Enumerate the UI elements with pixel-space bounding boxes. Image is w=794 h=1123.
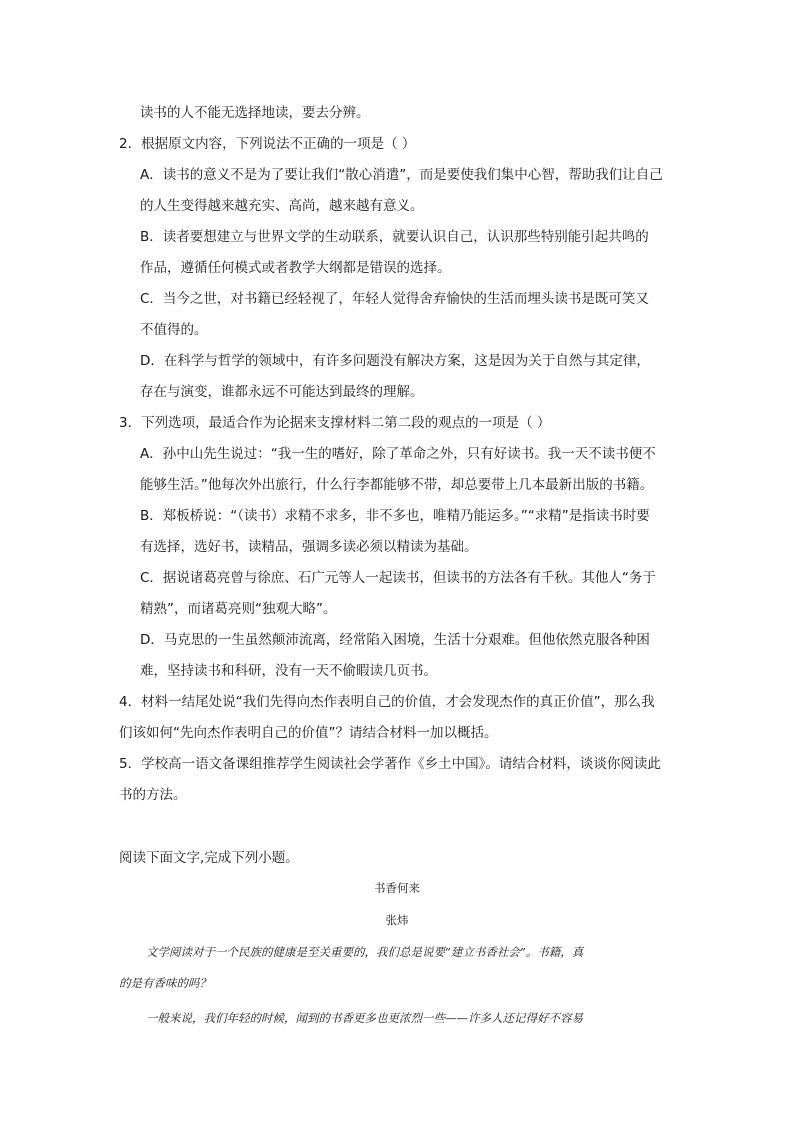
option-d-line: D．在科学与哲学的领域中，有许多问题没有解决方案，这是因为关于自然与其定律， xyxy=(140,353,650,369)
option-b-line: 作品，遵循任何模式或者教学大纲都是错误的选择。 xyxy=(140,260,451,276)
essay-author: 张炜 xyxy=(385,913,409,927)
reading-instruction: 阅读下面文字,完成下列小题。 xyxy=(119,850,299,866)
essay-paragraph-line: 文学阅读对于一个民族的健康是至关重要的，我们总是说要“建立书香社会”。书籍，真 xyxy=(146,945,584,959)
option-c-line: C．当今之世，对书籍已经轻视了，年轻人觉得舍弃愉快的生活而埋头读书是既可笑又 xyxy=(140,291,649,307)
option-a-line: A．读书的意义不是为了要让我们“散心消遣”，而是要使我们集中心智，帮助我们让自己 xyxy=(140,167,663,183)
question-3-stem: 3．下列选项，最适合作为论据来支撑材料二第二段的观点的一项是（ ） xyxy=(119,415,551,431)
option-a-line: 的人生变得越来越充实、高尚，越来越有意义。 xyxy=(140,198,424,214)
option-a-line: A．孙中山先生说过：“我一生的嗜好，除了革命之外，只有好读书。我一天不读书便不 xyxy=(140,446,656,462)
text-line: 读书的人不能无选择地读，要去分辨。 xyxy=(140,105,370,121)
option-b-line: 有选择，选好书，读精品，强调多读必须以精读为基础。 xyxy=(140,539,478,555)
option-c-line: 精熟”，而诸葛亮则“独观大略”。 xyxy=(140,601,337,617)
option-d-line: 存在与演变，谁都永远不可能达到最终的理解。 xyxy=(140,384,424,400)
option-b-line: B．读者要想建立与世界文学的生动联系，就要认识自己，认识那些特别能引起共鸣的 xyxy=(140,229,649,245)
essay-paragraph-line: 的是有香味的吗？ xyxy=(119,976,211,990)
essay-title: 书香何来 xyxy=(374,881,420,895)
question-5-line: 5．学校高一语文备课组推荐学生阅读社会学著作《乡土中国》。请结合材料，谈谈你阅读此 xyxy=(119,756,661,772)
question-2-stem: 2．根据原文内容，下列说法不正确的一项是（ ） xyxy=(119,136,416,152)
question-4-line: 们该如何“先向杰作表明自己的价值”？请结合材料一加以概括。 xyxy=(119,725,498,741)
option-d-line: D．马克思的一生虽然颠沛流离，经常陷入困境，生活十分艰难。但他依然克服各种困 xyxy=(140,632,650,648)
essay-paragraph-line: 一般来说，我们年轻的时候，闻到的书香更多也更浓烈一些——许多人还记得好不容易 xyxy=(146,1011,583,1025)
option-d-line: 难，坚持读书和科研，没有一天不偷暇读几页书。 xyxy=(140,663,437,679)
option-c-line: 不值得的。 xyxy=(140,322,208,338)
option-b-line: B．郑板桥说：“（读书）求精不求多，非不多也，唯精乃能运多。”“求精”是指读书时要 xyxy=(140,508,650,524)
option-c-line: C．据说诸葛亮曾与徐庶、石广元等人一起读书，但读书的方法各有千秋。其他人“务于 xyxy=(140,570,656,586)
question-4-line: 4．材料一结尾处说“我们先得向杰作表明自己的价值，才会发现杰作的真正价值”，那么我 xyxy=(119,694,655,710)
question-5-line: 书的方法。 xyxy=(119,787,187,803)
option-a-line: 能够生活。”他每次外出旅行，什么行李都能够不带，却总要带上几本最新出版的书籍。 xyxy=(140,477,654,493)
